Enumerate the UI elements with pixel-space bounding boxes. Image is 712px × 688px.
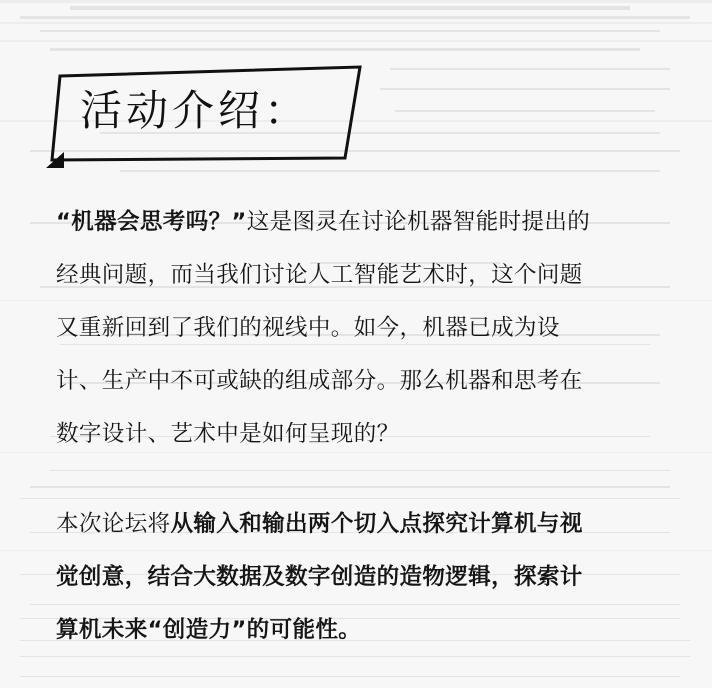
text-segment: 计、生产中不可或缺的组成部分。那么机器和思考在: [56, 368, 583, 394]
text-segment: 数字设计、艺术中是如何呈现的？: [56, 421, 400, 447]
highlight-text: 觉创意，结合大数据及数字创造的造物逻辑，探索计: [56, 564, 583, 590]
paragraph-line: [56, 498, 666, 551]
page-title: 活动介绍：: [80, 86, 311, 135]
paragraph-line: [56, 408, 666, 461]
text-segment: 本次论坛将: [56, 511, 171, 537]
paragraph-forum: [56, 498, 666, 657]
paragraph-intro: [56, 196, 666, 461]
paragraph-line: [56, 355, 666, 408]
paragraph-line: [56, 551, 666, 604]
text-segment: 经典问题，而当我们讨论人工智能艺术时，这个问题: [56, 262, 583, 288]
paragraph-line: [56, 196, 666, 249]
text-segment: 又重新回到了我们的视线中。如今，机器已成为设: [56, 315, 560, 341]
highlight-text: 算机未来“创造力”的可能性。: [56, 617, 362, 643]
paragraph-line: [56, 604, 666, 657]
highlight-question: “机器会思考吗？”: [56, 209, 247, 235]
paragraph-line: [56, 249, 666, 302]
paragraph-line: [56, 302, 666, 355]
text-segment: 这是图灵在讨论机器智能时提出的: [246, 209, 591, 235]
highlight-text: 从输入和输出两个切入点探究计算机与视: [170, 511, 583, 537]
